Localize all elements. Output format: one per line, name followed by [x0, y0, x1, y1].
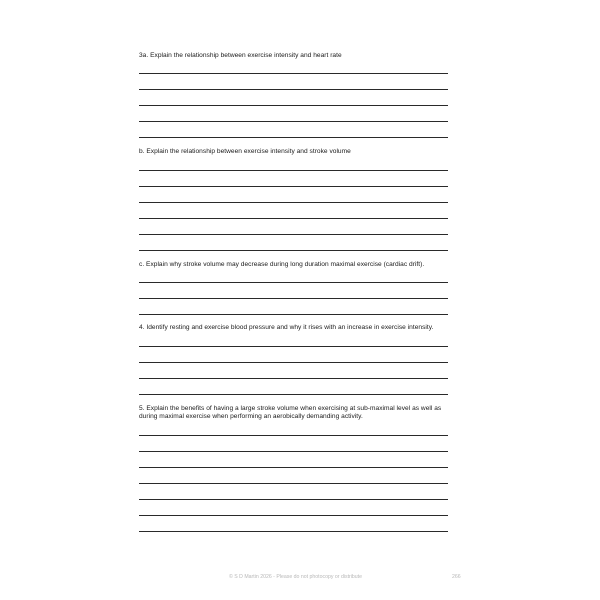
answer-line[interactable] — [139, 435, 448, 436]
answer-line[interactable] — [139, 218, 448, 219]
answer-line[interactable] — [139, 89, 448, 90]
question-3b: b. Explain the relationship between exercise intensity and stroke volume — [139, 148, 351, 155]
answer-line[interactable] — [139, 105, 448, 106]
answer-line[interactable] — [139, 137, 448, 138]
answer-line[interactable] — [139, 451, 448, 452]
answer-line[interactable] — [139, 250, 448, 251]
question-3c: c. Explain why stroke volume may decrease during long duration maximal exercise (cardiac drift). — [139, 261, 425, 268]
page-number: 266 — [452, 574, 461, 580]
question-3a: 3a. Explain the relationship between exercise intensity and heart rate — [139, 52, 342, 59]
answer-line[interactable] — [139, 202, 448, 203]
answer-line[interactable] — [139, 346, 448, 347]
answer-line[interactable] — [139, 362, 448, 363]
answer-line[interactable] — [139, 467, 448, 468]
answer-line[interactable] — [139, 282, 448, 283]
answer-line[interactable] — [139, 314, 448, 315]
footer-copyright: © S D Martin 2026 - Please do not photocopy or distribute — [229, 574, 363, 580]
answer-line[interactable] — [139, 121, 448, 122]
answer-line[interactable] — [139, 186, 448, 187]
question-5: 5. Explain the benefits of having a large stroke volume when exercising at sub-maximal level as well as during maximal exercise when performing an aerobically demanding activity. — [139, 405, 442, 421]
answer-line[interactable] — [139, 298, 448, 299]
answer-line[interactable] — [139, 234, 448, 235]
answer-line[interactable] — [139, 483, 448, 484]
answer-line[interactable] — [139, 499, 448, 500]
answer-line[interactable] — [139, 394, 448, 395]
answer-line[interactable] — [139, 170, 448, 171]
question-4: 4. Identify resting and exercise blood pressure and why it rises with an increase in exercise intensity. — [139, 324, 434, 331]
answer-line[interactable] — [139, 515, 448, 516]
answer-line[interactable] — [139, 378, 448, 379]
answer-line[interactable] — [139, 73, 448, 74]
answer-line[interactable] — [139, 531, 448, 532]
